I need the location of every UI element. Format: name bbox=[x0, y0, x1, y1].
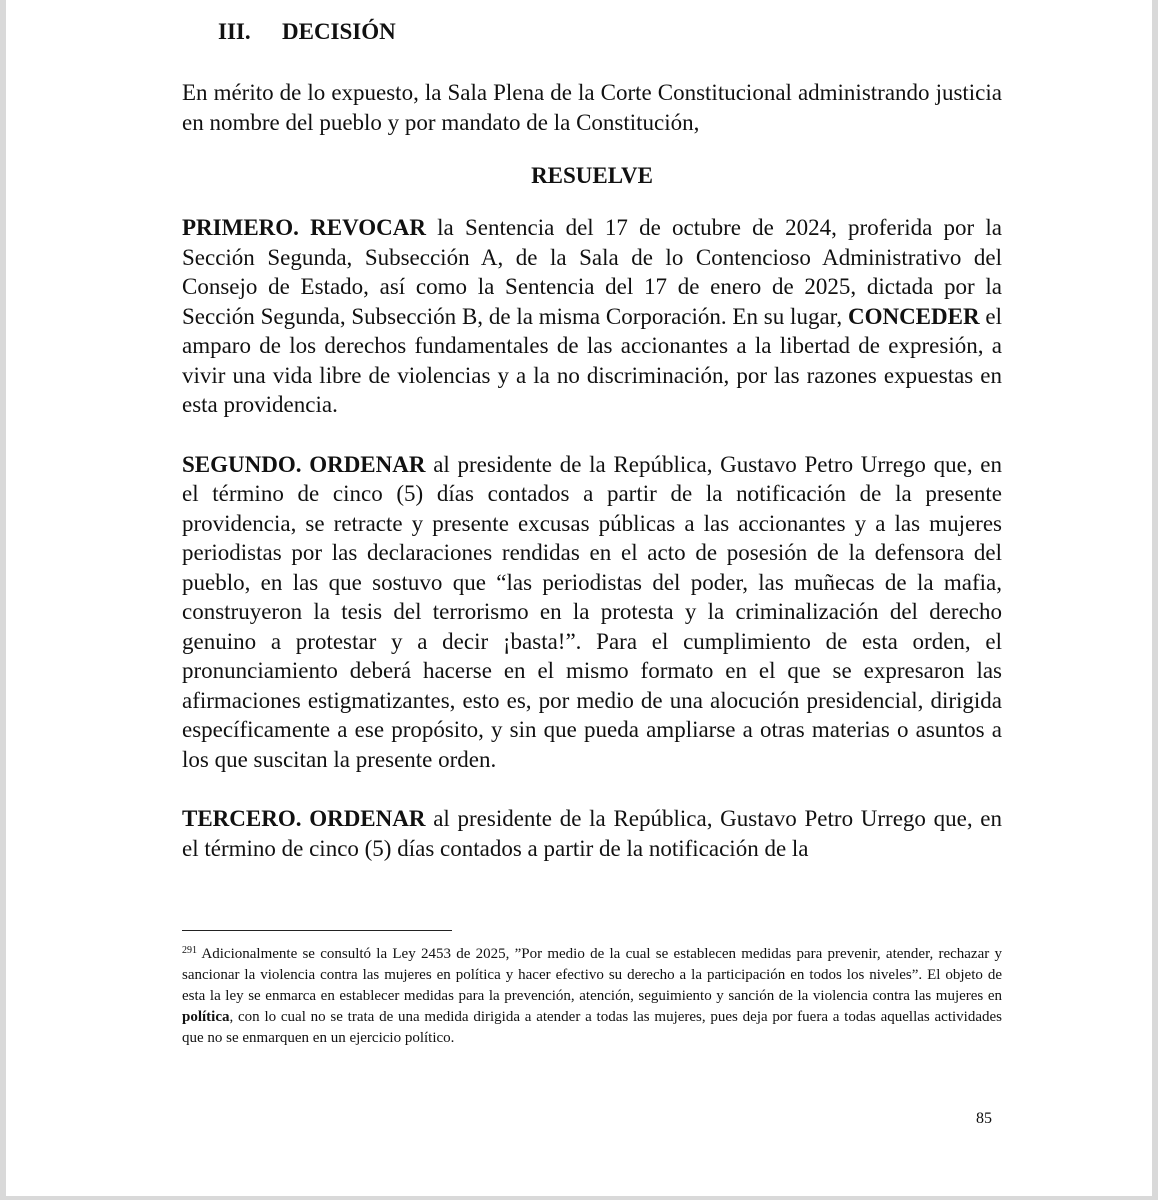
section-heading bbox=[182, 14, 1002, 56]
tercero-paragraph bbox=[182, 804, 1002, 863]
footnote bbox=[182, 940, 1002, 1049]
segundo-text: al presidente de la República, Gustavo Petro Urrego que, en el término de cinco (5) días contados a partir de la notificación de la presente providencia, se retracte y presente excusas públicas a las accionantes y a las mujeres periodistas por las declaraciones rendidas en el acto de posesión de la defensora del pueblo, en las que sostuvo que “las periodistas del poder, las muñecas de la mafia, construyeron la tesis del terrorismo en la protesta y la criminalización del derecho genuino a protestar y a decir ¡basta!”. Para el cumplimiento de esta orden, el pronunciamiento deberá hacerse en el mismo formato en el que se expresaron las afirmaciones estigmatizantes, esto es, por medio de una alocución presidencial, dirigida específicamente a ese propósito, y sin que pueda ampliarse a otras materias o asuntos a los que suscitan la presente orden. bbox=[182, 451, 1002, 772]
tercero-text: al presidente de la República, Gustavo Petro Urrego que, en el término de cinco (5) días contados a partir de la notificación de la bbox=[182, 806, 1002, 861]
resuelve-heading: RESUELVE bbox=[531, 163, 653, 188]
primero-text-1: la Sentencia del 17 de octubre de 2024, proferida por la Sección Segunda, Subsección A, de la Sala de lo Contencioso Administrativo del Consejo de Estado, así como la Sentencia del 17 de enero de 2025, dictada por la Sección Segunda, Subsección B, de la misma Corporación. En su lugar, bbox=[182, 215, 1002, 329]
footnote-divider bbox=[182, 930, 452, 931]
primero-paragraph bbox=[182, 213, 1002, 420]
footnote-text-2: , con lo cual no se trata de una medida dirigida a atender a todas las mujeres, pues deja por fuera a todas aquellas actividades que no se enmarquen en un ejercicio político. bbox=[182, 1009, 1002, 1046]
page-number: 85 bbox=[976, 1110, 992, 1127]
primero-text-2: el amparo de los derechos fundamentales de las accionantes a la libertad de expresión, a vivir una vida libre de violencias y a la no discriminación, por las razones expuestas en esta providencia. bbox=[182, 303, 1002, 417]
segundo-paragraph bbox=[182, 450, 1002, 775]
primero-lead: PRIMERO. REVOCAR bbox=[182, 215, 426, 240]
intro-paragraph: En mérito de lo expuesto, la Sala Plena de la Corte Constitucional administrando justicia en nombre del pueblo y por mandato de la Constitución, bbox=[182, 80, 1002, 135]
page-body bbox=[182, 14, 1002, 863]
document-page bbox=[6, 0, 1152, 1196]
section-number: III. bbox=[218, 19, 251, 44]
section-title: DECISIÓN bbox=[282, 19, 396, 44]
tercero-lead: TERCERO. ORDENAR bbox=[182, 806, 426, 831]
footnote-number: 291 bbox=[182, 945, 197, 956]
segundo-lead: SEGUNDO. ORDENAR bbox=[182, 451, 426, 477]
footnote-bold-word: política bbox=[182, 1009, 230, 1025]
conceder-word: CONCEDER bbox=[847, 303, 980, 329]
footnote-text-1: Adicionalmente se consultó la Ley 2453 de 2025, ”Por medio de la cual se establecen medidas para prevenir, atender, rechazar y sancionar la violencia contra las mujeres en política y hacer efectivo su derecho a la participación en todos los niveles”. El objeto de esta la ley se enmarca en establecer medidas para la prevención, atención, seguimiento y sanción de la violencia contra las mujeres en bbox=[182, 946, 1002, 1004]
